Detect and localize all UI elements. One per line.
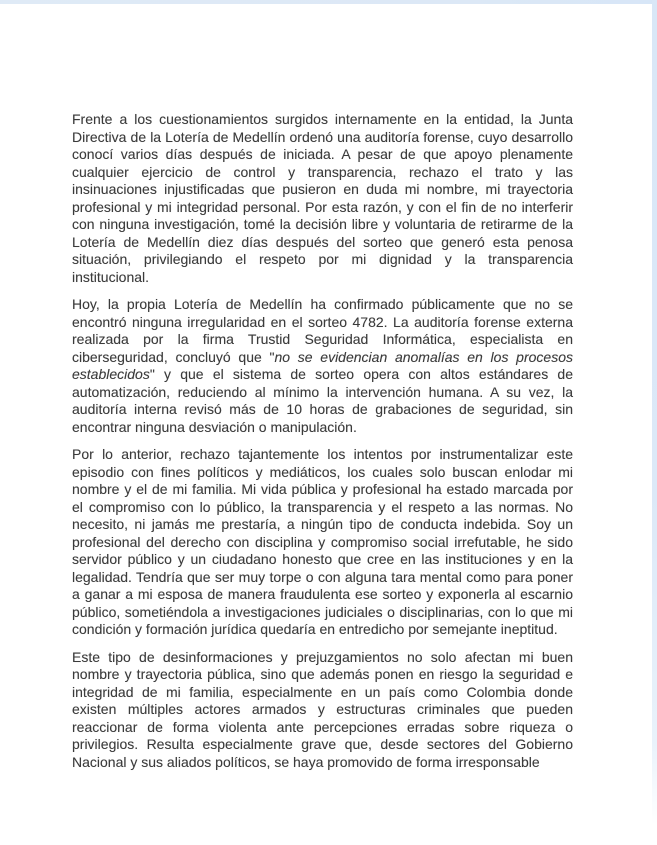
paragraph-audit-results-before-quote: Hoy, la propia Lotería de Medellín ha confirmado públicamente que no se encontró ninguna irregularidad en el sorteo 4782. La auditoría forense externa realizada por la firma Trustid Seguridad Informática, especialista en ciberseguridad, concluyó que " — [72, 296, 573, 365]
paragraph-audit-results — [72, 296, 573, 436]
viewer-edge-top — [0, 0, 657, 4]
paragraph-family-safety: Este tipo de desinformaciones y prejuzgamientos no solo afectan mi buen nombre y trayectoria pública, sino que además ponen en riesgo la seguridad e integridad de mi familia, especialmente en un país como Colombia donde existen múltiples actores armados y estructuras criminales que pueden reaccionar de forma violenta ante percepciones erradas sobre riqueza o privilegios. Resulta especialmente grave que, desde sectores del Gobierno Nacional y sus aliados políticos, se haya promovido de forma irresponsable — [72, 648, 573, 770]
paragraph-rejection-politicization: Por lo anterior, rechazo tajantemente los intentos por instrumentalizar este episodio con fines políticos y mediáticos, los cuales solo buscan enlodar mi nombre y el de mi familia. Mi vida pública y profesional ha estado marcada por el compromiso con lo público, la transparencia y el respeto a las normas. No necesito, ni jamás me prestaría, a ningún tipo de conducta indebida. Soy un profesional del derecho con disciplina y compromiso social irrefutable, he sido servidor público y un ciudadano honesto que cree en las instituciones y en la legalidad. Tendría que ser muy torpe o con alguna tara mental como para poner a ganar a mi esposa de manera fraudulenta ese sorteo y exponerla al escarnio público, sometiéndola a investigaciones judiciales o disciplinarias, con lo que mi condición y formación jurídica quedaría en entredicho por semejante ineptitud. — [72, 446, 573, 637]
paragraph-audit-results-quote: no se evidencian anomalías en los procesos establecidos — [72, 348, 573, 382]
paragraph-audit-results-after-quote: " y que el sistema de sorteo opera con altos estándares de automatización, reduciendo al mínimo la intervención humana. A su vez, la auditoría interna revisó más de 10 horas de grabaciones de seguridad, sin encontrar ninguna desviación o manipulación. — [72, 366, 573, 435]
viewer-edge-right — [652, 0, 657, 825]
paragraph-intro-audit: Frente a los cuestionamientos surgidos internamente en la entidad, la Junta Directiva de la Lotería de Medellín ordenó una auditoría forense, cuyo desarrollo conocí varios días después de iniciada. A pesar de que apoyo plenamente cualquier ejercicio de control y transparencia, rechazo el trato y las insinuaciones injustificadas que pusieron en duda mi nombre, mi trayectoria profesional y mi integridad personal. Por esta razón, y con el fin de no interferir con ninguna investigación, tomé la decisión libre y voluntaria de retirarme de la Lotería de Medellín diez días después del sorteo que generó esta penosa situación, privilegiando el respeto por mi dignidad y la transparencia institucional. — [72, 111, 573, 285]
letter-body — [72, 111, 573, 771]
